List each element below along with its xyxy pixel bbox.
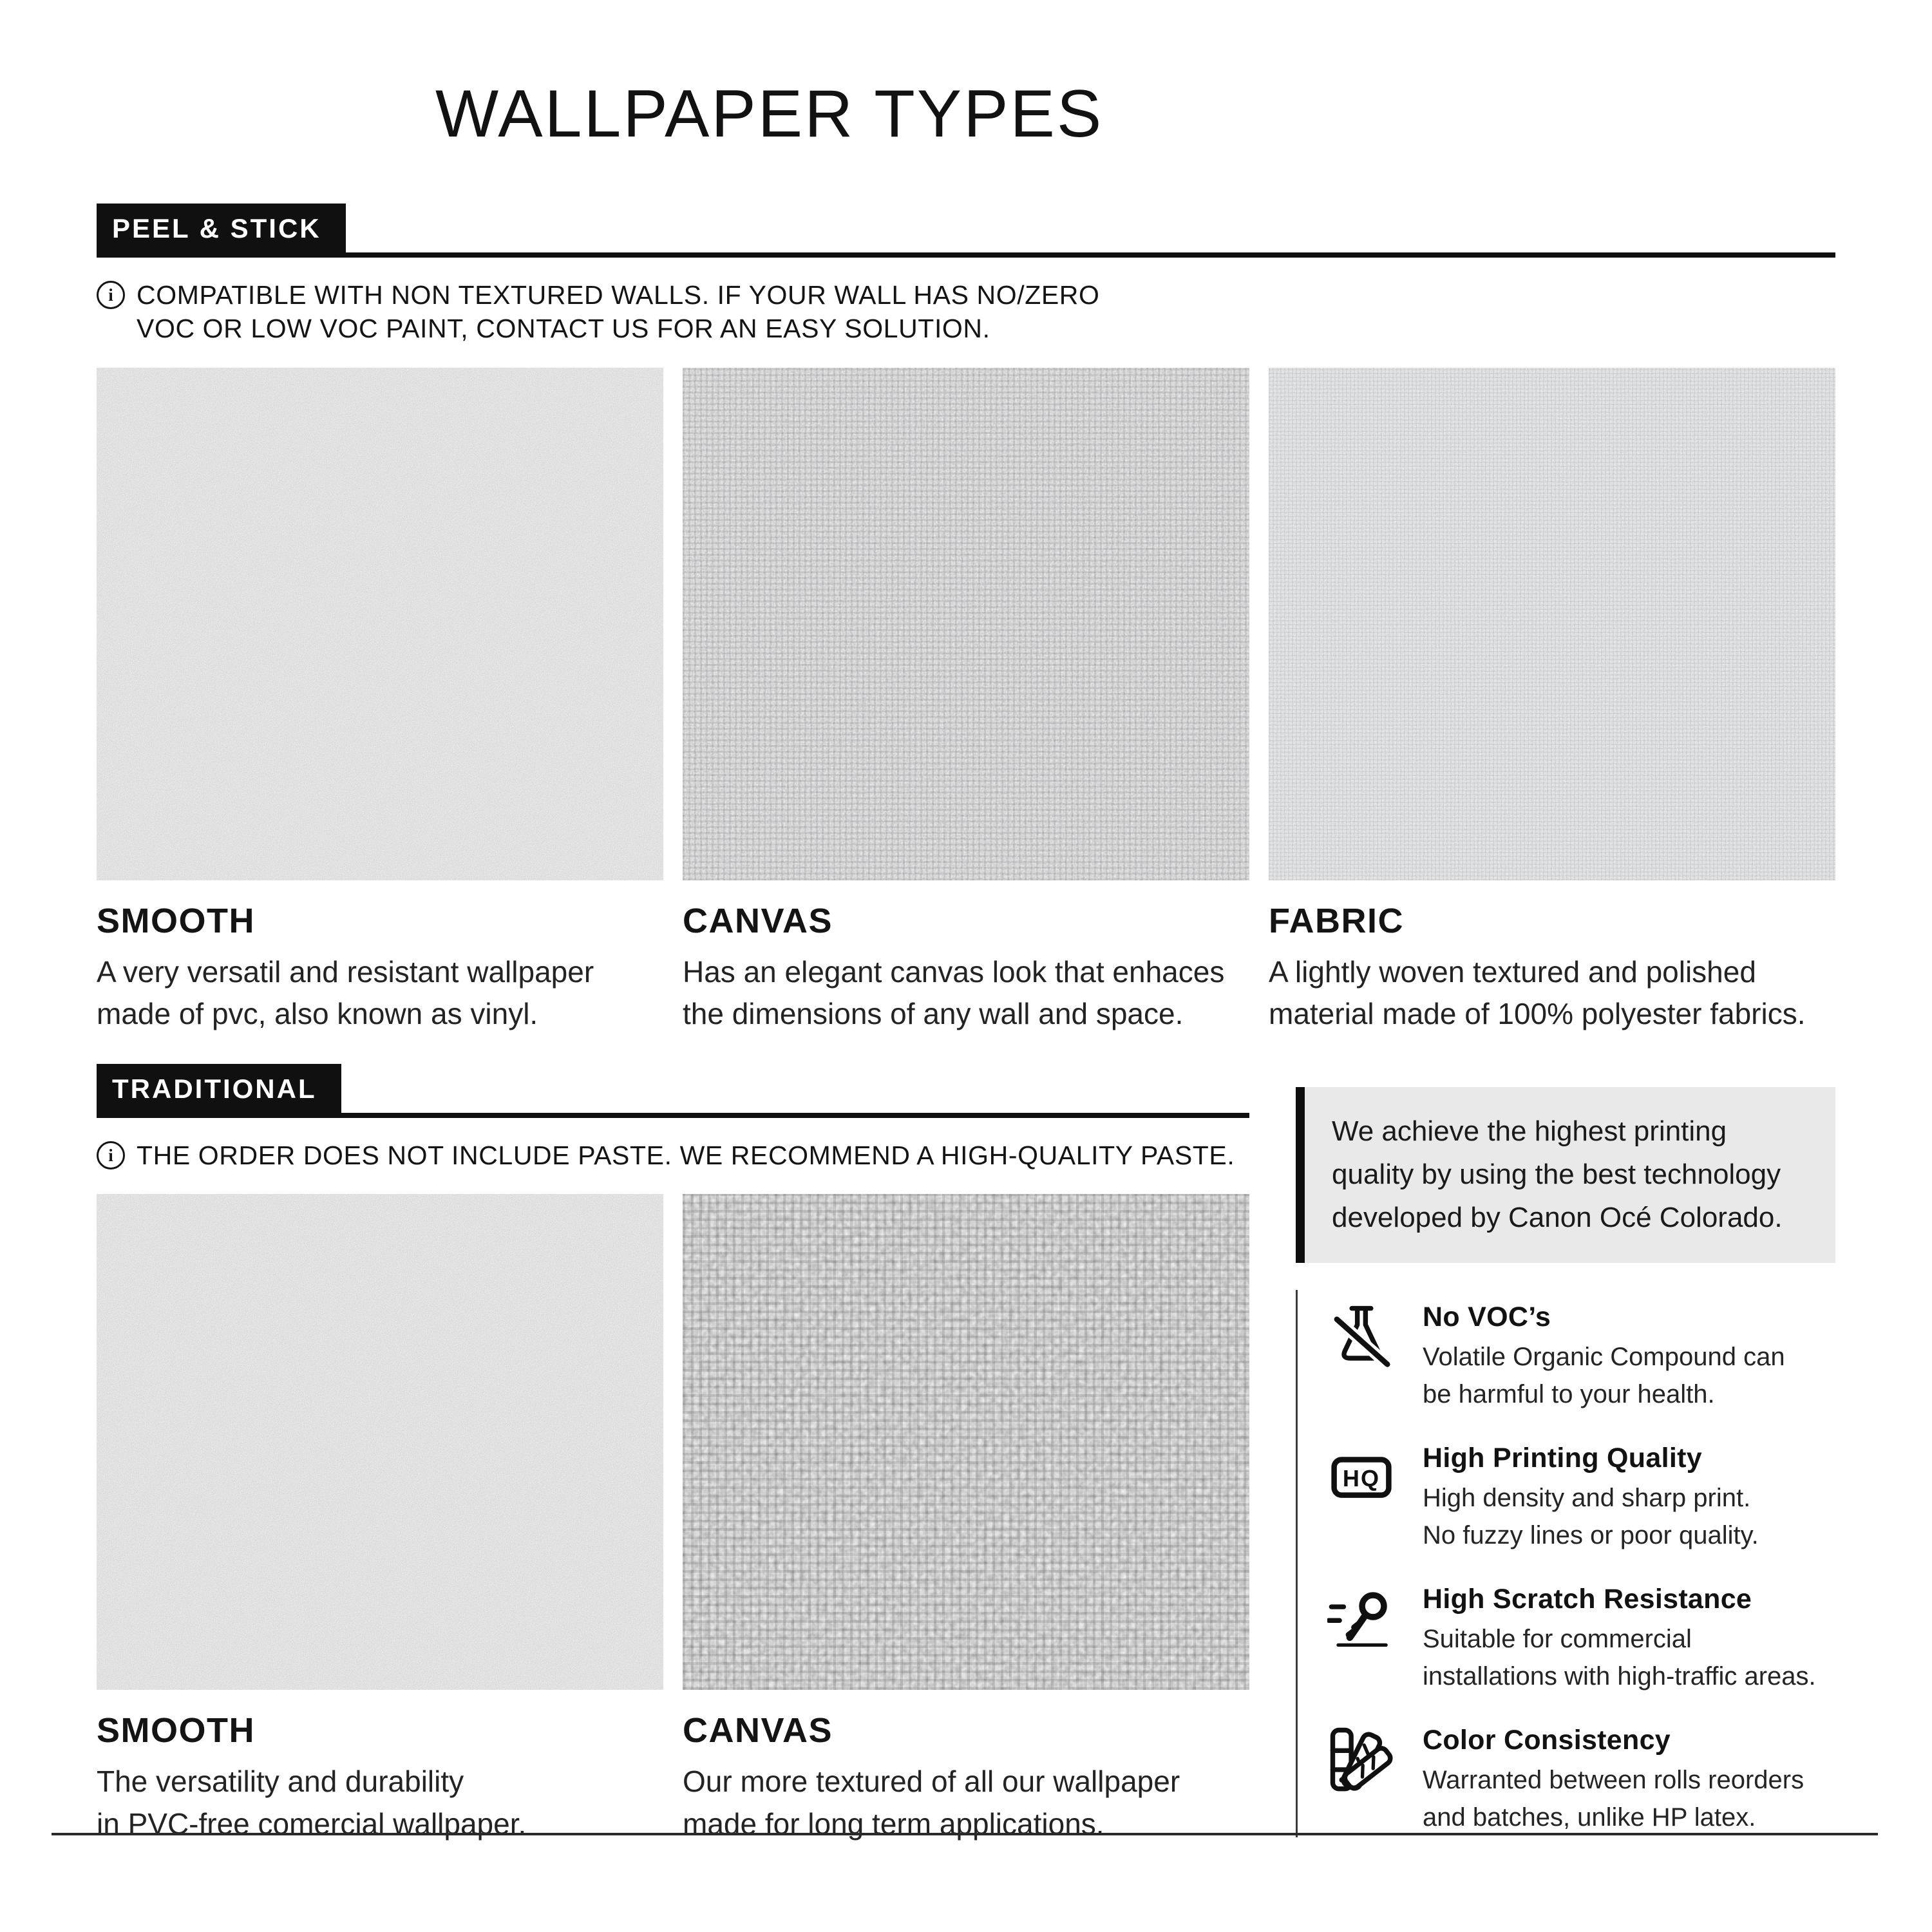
section-peel-and-stick <box>97 204 1835 1036</box>
type-card-canvas-traditional <box>683 1194 1249 1845</box>
paper-grain-texture <box>97 368 663 880</box>
section-label-traditional: TRADITIONAL <box>97 1064 341 1113</box>
desc-line: in PVC-free comercial wallpaper. <box>97 1806 527 1841</box>
weave-grain-texture <box>683 368 1249 880</box>
feature-title: No VOC’s <box>1423 1301 1551 1332</box>
feature-title: High Scratch Resistance <box>1423 1583 1752 1615</box>
type-name: SMOOTH <box>97 901 255 940</box>
feature-text <box>1423 1584 1816 1695</box>
fine-weave-texture <box>1269 368 1835 880</box>
rough-canvas-texture-sample <box>683 1194 1249 1690</box>
feature-list <box>1296 1290 1835 1837</box>
type-description <box>683 951 1249 1036</box>
note-line: COMPATIBLE WITH NON TEXTURED WALLS. IF YOUR WALL HAS NO/ZERO <box>137 280 1100 310</box>
canvas-texture-sample <box>683 368 1249 880</box>
page-title: WALLPAPER TYPES <box>435 77 1104 151</box>
feature-text <box>1423 1302 1785 1413</box>
color-swatches-icon <box>1327 1725 1396 1793</box>
desc-line: Suitable for commercial <box>1423 1624 1692 1653</box>
fabric-texture-sample <box>1269 368 1835 880</box>
bottom-divider <box>52 1833 1878 1835</box>
scratch-key-icon <box>1327 1584 1396 1652</box>
type-name: FABRIC <box>1269 901 1404 940</box>
type-card-canvas <box>683 368 1249 1036</box>
peel-stick-note <box>97 278 1835 346</box>
note-text <box>137 278 1099 346</box>
feature-high-scratch-resistance <box>1327 1584 1835 1695</box>
desc-line: A very versatil and resistant wallpaper <box>97 954 594 989</box>
desc-line: made for long term applications. <box>683 1806 1104 1841</box>
type-description <box>97 951 663 1036</box>
desc-line: installations with high-traffic areas. <box>1423 1662 1816 1690</box>
desc-line: material made of 100% polyester fabrics. <box>1269 997 1806 1031</box>
section-traditional <box>97 1064 1249 1845</box>
smooth-texture-sample <box>97 1194 663 1690</box>
feature-description <box>1423 1338 1785 1413</box>
desc-line: made of pvc, also known as vinyl. <box>97 997 538 1031</box>
info-icon: i <box>97 281 125 309</box>
no-voc-flask-icon <box>1327 1302 1396 1370</box>
type-card-smooth <box>97 368 663 1036</box>
note-text <box>137 1139 1235 1172</box>
feature-text <box>1423 1443 1759 1554</box>
type-name: CANVAS <box>683 1711 833 1750</box>
desc-line: the dimensions of any wall and space. <box>683 997 1184 1031</box>
hq-icon-text: HQ <box>1342 1464 1381 1492</box>
type-card-smooth-traditional <box>97 1194 663 1845</box>
callout-line: We achieve the highest printing <box>1332 1115 1727 1147</box>
note-line: VOC OR LOW VOC PAINT, CONTACT US FOR AN EASY SOLUTION. <box>137 314 990 344</box>
note-line: THE ORDER DOES NOT INCLUDE PASTE. WE RECOMMEND A HIGH-QUALITY PASTE. <box>137 1141 1235 1170</box>
desc-line: High density and sharp print. <box>1423 1483 1751 1512</box>
section-rule <box>97 1064 1249 1118</box>
feature-text <box>1423 1725 1804 1836</box>
info-icon: i <box>97 1141 125 1170</box>
feature-description <box>1423 1761 1804 1836</box>
feature-color-consistency <box>1327 1725 1835 1836</box>
desc-line: The versatility and durability <box>97 1765 464 1799</box>
section-label-peel-stick: PEEL & STICK <box>97 204 346 252</box>
desc-line: No fuzzy lines or poor quality. <box>1423 1520 1759 1549</box>
printing-quality-callout <box>1296 1087 1835 1263</box>
coarse-weave-texture <box>683 1194 1249 1690</box>
desc-line: Warranted between rolls reorders <box>1423 1765 1804 1794</box>
feature-title: Color Consistency <box>1423 1724 1671 1756</box>
section-rule <box>97 204 1835 258</box>
type-description <box>1269 951 1835 1036</box>
callout-line: quality by using the best technology <box>1332 1158 1781 1190</box>
peel-stick-swatch-row <box>97 368 1835 1036</box>
feature-high-printing-quality <box>1327 1443 1835 1554</box>
desc-line: and batches, unlike HP latex. <box>1423 1803 1756 1832</box>
desc-line: Our more textured of all our wallpaper <box>683 1765 1180 1799</box>
type-name: CANVAS <box>683 901 833 940</box>
feature-title: High Printing Quality <box>1423 1442 1702 1473</box>
callout-line: developed by Canon Océ Colorado. <box>1332 1201 1783 1233</box>
desc-line: be harmful to your health. <box>1423 1379 1715 1408</box>
smooth-texture-sample <box>97 368 663 880</box>
feature-description <box>1423 1479 1759 1554</box>
desc-line: A lightly woven textured and polished <box>1269 954 1756 989</box>
paper-grain-texture <box>97 1194 663 1690</box>
desc-line: Has an elegant canvas look that enhaces <box>683 954 1225 989</box>
traditional-swatch-row <box>97 1194 1249 1845</box>
traditional-note <box>97 1139 1249 1172</box>
feature-description <box>1423 1620 1816 1695</box>
right-column <box>1296 1087 1835 1837</box>
type-card-fabric <box>1269 368 1835 1036</box>
type-name: SMOOTH <box>97 1711 255 1750</box>
desc-line: Volatile Organic Compound can <box>1423 1342 1785 1371</box>
hq-badge-icon <box>1327 1443 1396 1511</box>
feature-no-voc <box>1327 1302 1835 1413</box>
